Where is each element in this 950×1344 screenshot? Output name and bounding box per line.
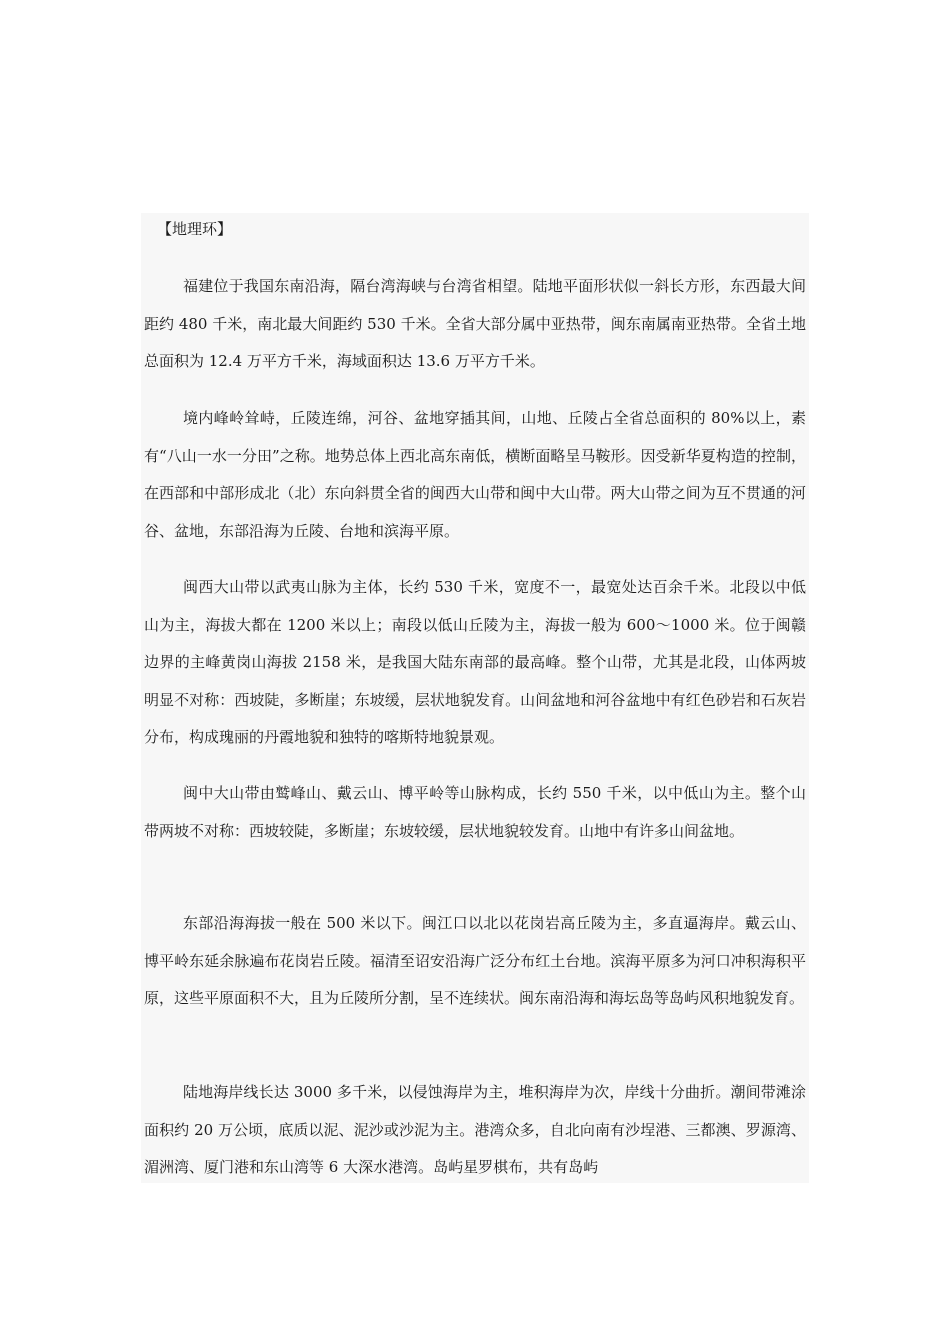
paragraph-central-mountains: 闽中大山带由鹫峰山、戴云山、博平岭等山脉构成，长约 550 千米，以中低山为主。整个山带两坡不对称：西坡较陡，多断崖；东坡较缓，层状地貌较发育。山地中有许多山间盆地。	[144, 784, 806, 840]
paragraph-coastal-area: 东部沿海海拔一般在 500 米以下。闽江口以北以花岗岩高丘陵为主，多直逼海岸。戴云山、博平岭东延余脉遍布花岗岩丘陵。福清至诏安沿海广泛分布红土台地。滨海平原多为河口冲积海积平原，这些平原面积不大，且为丘陵所分割，呈不连续状。闽东南沿海和海坛岛等岛屿风积地貌发育。	[144, 914, 806, 1008]
document-body	[141, 213, 809, 1183]
paragraph-location: 福建位于我国东南沿海，隔台湾海峡与台湾省相望。陆地平面形状似一斜长方形，东西最大间距约 480 千米，南北最大间距约 530 千米。全省大部分属中亚热带，闽东南属南亚热带。全省土地总面积为 12.4 万平方千米，海域面积达 13.6 万平方千米。	[144, 277, 806, 371]
paragraph-coastline: 陆地海岸线长达 3000 多千米，以侵蚀海岸为主，堆积海岸为次，岸线十分曲折。潮间带滩涂面积约 20 万公顷，底质以泥、泥沙或沙泥为主。港湾众多，自北向南有沙埕港、三都澳、罗源湾、湄洲湾、厦门港和东山湾等 6 大深水港湾。岛屿星罗棋布，共有岛屿	[144, 1083, 806, 1177]
section-heading: 【地理环】	[157, 220, 233, 238]
paragraph-western-mountains: 闽西大山带以武夷山脉为主体，长约 530 千米，宽度不一，最宽处达百余千米。北段以中低山为主，海拔大都在 1200 米以上；南段以低山丘陵为主，海拔一般为 600～1000 米。位于闽赣边界的主峰黄岗山海拔 2158 米，是我国大陆东南部的最高峰。整个山带，尤其是北段，山体两坡明显不对称：西坡陡，多断崖；东坡缓，层状地貌发育。山间盆地和河谷盆地中有红色砂岩和石灰岩分布，构成瑰丽的丹霞地貌和独特的喀斯特地貌景观。	[144, 578, 806, 747]
paragraph-terrain: 境内峰岭耸峙，丘陵连绵，河谷、盆地穿插其间，山地、丘陵占全省总面积的 80%以上，素有“八山一水一分田”之称。地势总体上西北高东南低，横断面略呈马鞍形。因受新华夏构造的控制，在西部和中部形成北（北）东向斜贯全省的闽西大山带和闽中大山带。两大山带之间为互不贯通的河谷、盆地，东部沿海为丘陵、台地和滨海平原。	[144, 409, 806, 540]
